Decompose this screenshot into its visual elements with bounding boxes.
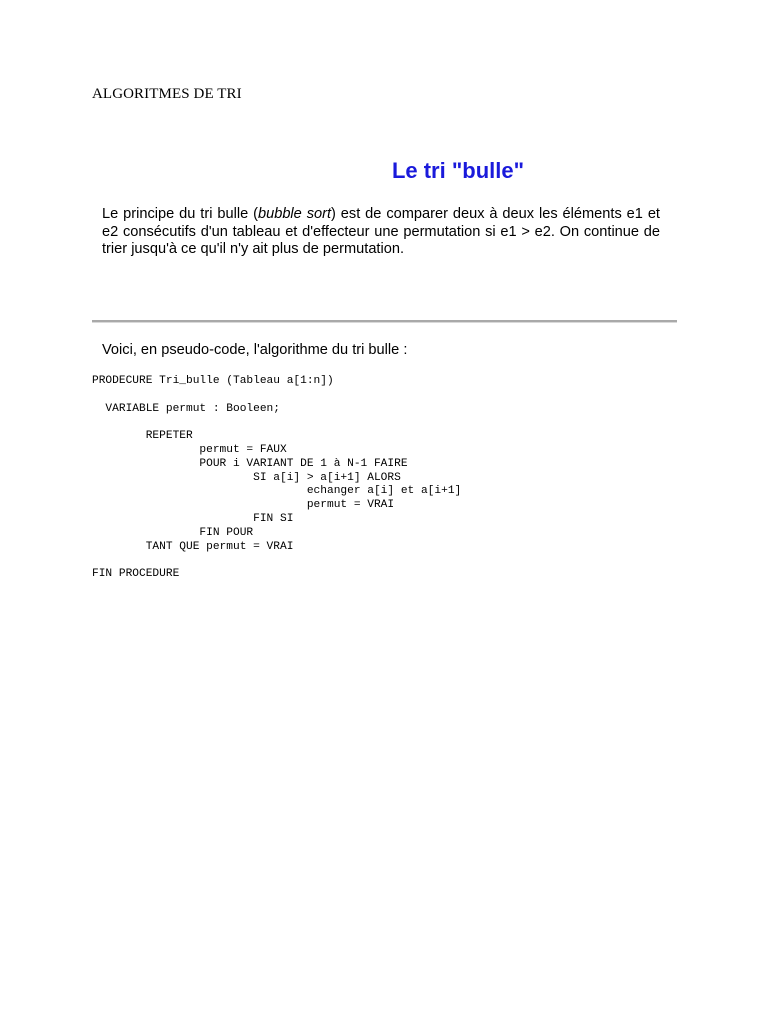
pseudo-code-block: PRODECURE Tri_bulle (Tableau a[1:n]) VARIABLE permut : Booleen; REPETER permut = FAUX POUR i VARIANT DE 1 à N-1 FAIRE SI a[i] > a[i+1] ALORS echanger a[i] et a[i+1] permut = VRAI FIN SI FIN POUR TANT QUE permut = VRAI FIN PROCEDURE <box>92 375 462 581</box>
page-title: Le tri "bulle" <box>391 158 525 183</box>
intro-text-after: ) est de comparer deux à deux les éléments e1 et e2 consécutifs d'un tableau et d'effecteur une permutation si e1 > e2. On continue de trier jusqu'à ce qu'il n'y ait plus de permutation. <box>102 206 660 258</box>
document-header: ALGORITMES DE TRI <box>92 86 242 102</box>
intro-term: bubble sort <box>257 206 332 222</box>
intro-paragraph <box>102 206 660 259</box>
pseudo-code-intro: Voici, en pseudo-code, l'algorithme du tri bulle : <box>102 342 408 358</box>
intro-text-before: Le principe du tri bulle ( <box>102 206 258 222</box>
horizontal-rule <box>92 320 677 323</box>
